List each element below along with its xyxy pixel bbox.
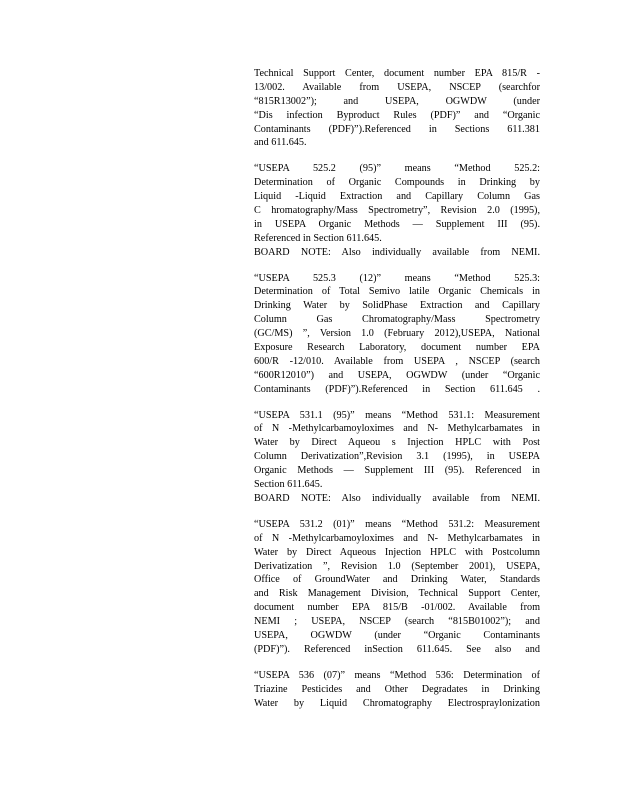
paragraph-usepa-531-2	[254, 518, 540, 657]
text-line: Determination of Organic Compounds in Drinking by	[254, 177, 540, 189]
paragraph-usepa-815r13002-continued	[254, 67, 540, 150]
text-line: “600R12010”) and USEPA, OGWDW (under “Organic	[254, 369, 540, 381]
paragraph-usepa-531-1	[254, 409, 540, 506]
text-line: Office of GroundWater and Drinking Water, Standards	[254, 574, 540, 586]
text-line: of N -Methylcarbamoyloximes and N- Methylcarbamates in	[254, 532, 540, 544]
text-line: Contaminants (PDF)”).Referenced in Section 611.645 .	[254, 383, 540, 395]
text-line: Contaminants (PDF)”).Referenced in Sections 611.381	[254, 123, 540, 135]
text-line: in USEPA Organic Methods — Supplement III (95).	[254, 218, 540, 230]
text-line: Drinking Water by SolidPhase Extraction and Capillary	[254, 300, 540, 312]
text-line: Organic Methods — Supplement III (95). Referenced in	[254, 465, 540, 477]
text-line: of N -Methylcarbamoyloximes and N- Methylcarbamates in	[254, 423, 540, 435]
text-line: Determination of Total Semivo latile Organic Chemicals in	[254, 286, 540, 298]
text-line: USEPA, OGWDW (under “Organic Contaminants	[254, 629, 540, 641]
paragraph-usepa-536	[254, 669, 540, 711]
text-line: Water by Liquid Chromatography Electrospraylonization	[254, 697, 540, 709]
text-line: 600/R -12/010. Available from USEPA , NSCEP (search	[254, 355, 540, 367]
text-line: (GC/MS) ”, Version 1.0 (February 2012),USEPA, National	[254, 328, 540, 340]
text-line: “USEPA 525.3 (12)” means “Method 525.3:	[254, 272, 540, 284]
board-note-line: BOARD NOTE: Also individually available from NEMI.	[254, 492, 540, 504]
text-line: Technical Support Center, document number EPA 815/R -	[254, 68, 540, 79]
text-line: “USEPA 531.2 (01)” means “Method 531.2: Measurement	[254, 518, 540, 530]
text-line: Column Derivatization”,Revision 3.1 (1995), in USEPA	[254, 451, 540, 463]
text-line: “Dis infection Byproduct Rules (PDF)” and “Organic	[254, 109, 540, 121]
text-line: Referenced in Section 611.645.	[254, 232, 382, 244]
text-column	[254, 67, 540, 722]
board-note-line: BOARD NOTE: Also individually available from NEMI.	[254, 246, 540, 258]
text-line: NEMI ; USEPA, NSCEP (search “815B01002”); and	[254, 616, 540, 628]
text-line: document number EPA 815/B -01/002. Available from	[254, 602, 540, 614]
text-line: and 611.645.	[254, 137, 307, 149]
text-line: (PDF)”). Referenced inSection 611.645. See also and	[254, 643, 540, 655]
text-line: Section 611.645.	[254, 479, 323, 491]
paragraph-usepa-525-2	[254, 162, 540, 259]
text-line: Triazine Pesticides and Other Degradates in Drinking	[254, 683, 540, 695]
text-line: 13/002. Available from USEPA, NSCEP (searchfor	[254, 81, 540, 93]
text-line: Water by Direct Aqueou s Injection HPLC with Post	[254, 437, 540, 449]
text-line: Liquid -Liquid Extraction and Capillary Column Gas	[254, 191, 540, 203]
text-line: and Risk Management Division, Technical Support Center,	[254, 588, 540, 600]
text-line: Derivatization ”, Revision 1.0 (September 2001), USEPA,	[254, 560, 540, 572]
text-line: “USEPA 536 (07)” means “Method 536: Determination of	[254, 669, 540, 681]
paragraph-usepa-525-3	[254, 272, 540, 397]
text-line: Water by Direct Aqueous Injection HPLC with Postcolumn	[254, 546, 540, 558]
text-line: “815R13002”); and USEPA, OGWDW (under	[254, 95, 540, 107]
text-line: Column Gas Chromatography/Mass Spectrometry	[254, 314, 540, 326]
text-line: Exposure Research Laboratory, document number EPA	[254, 342, 540, 354]
text-line: “USEPA 531.1 (95)” means “Method 531.1: Measurement	[254, 409, 540, 421]
text-line: C hromatography/Mass Spectrometry”, Revision 2.0 (1995),	[254, 205, 540, 217]
text-line: “USEPA 525.2 (95)” means “Method 525.2:	[254, 163, 540, 175]
